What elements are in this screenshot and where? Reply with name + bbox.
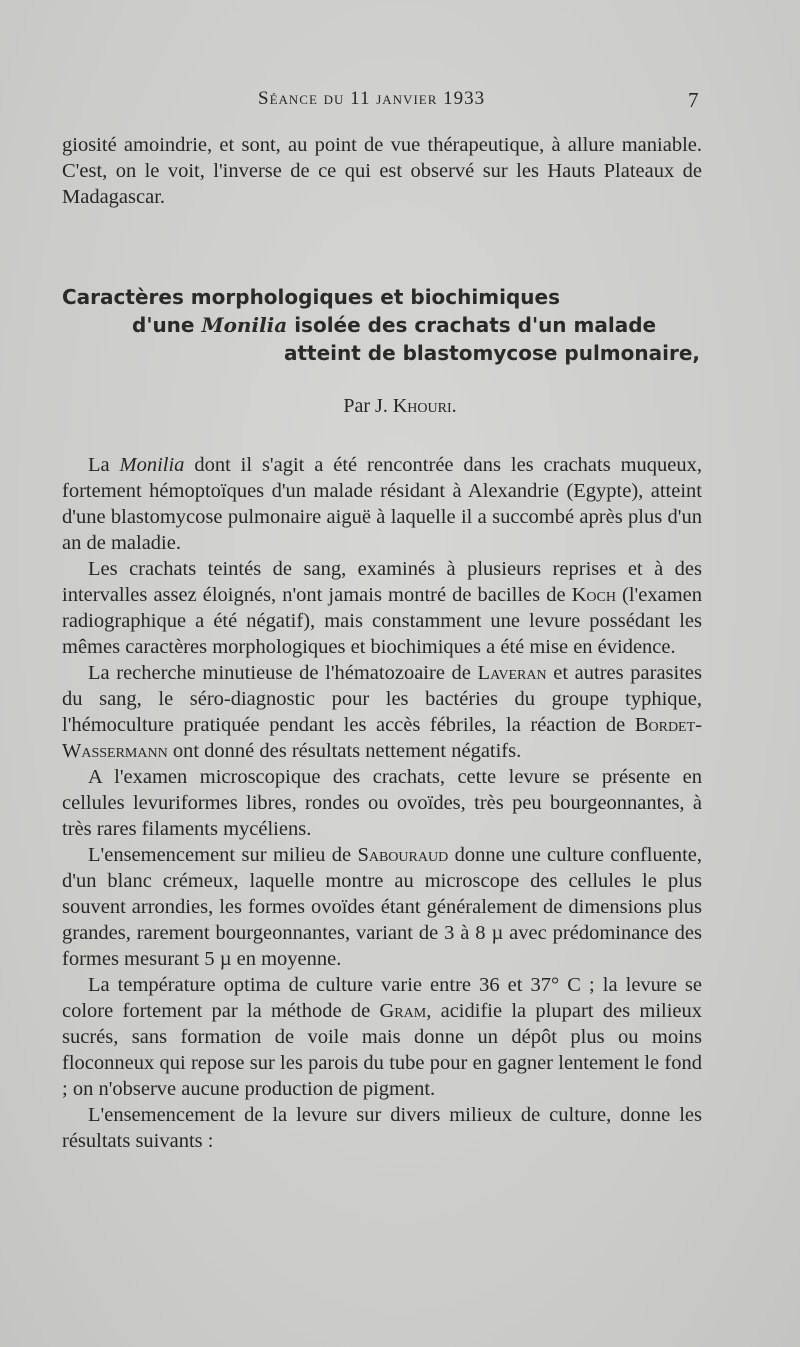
paragraph-6 bbox=[62, 972, 702, 1102]
p3-laveran: Laveran bbox=[477, 662, 547, 684]
byline bbox=[0, 395, 800, 418]
running-head bbox=[0, 88, 800, 118]
byline-author: Khouri. bbox=[392, 395, 457, 417]
paragraph-4: A l'examen microscopique des crachats, cette levure se présente en cellules levuriformes libres, rondes ou ovoïdes, très peu bourgeonnantes, à très rares filaments mycéliens. bbox=[62, 766, 702, 840]
p2-koch: Koch bbox=[571, 584, 616, 606]
p6-text-b: , acidifie la plupart des milieux sucrés, sans formation de voile mais donne un dépôt plus ou moins floconneux qui repose sur les parois du tube pour en gagner lentement le fond ; on n'observe aucune production de pigment. bbox=[62, 1000, 702, 1100]
paragraph-2 bbox=[62, 556, 702, 660]
page-number: 7 bbox=[688, 88, 699, 112]
p1-genus: Monilia bbox=[119, 454, 185, 476]
title-line2-pre: d'une bbox=[132, 313, 202, 337]
p6-gram: Gram bbox=[379, 1000, 427, 1022]
p3-text-c: ont donné des résultats nettement négatifs. bbox=[167, 740, 522, 762]
p5-text-b: donne une culture confluente, d'un blanc crémeux, laquelle montre au microscope des cellules le plus souvent arrondies, les formes ovoïdes étant généralement de dimensions plus grandes, rarement bourgeonnantes, variant de 3 à 8 µ avec prédominance des formes mesurant 5 µ en moyenne. bbox=[62, 844, 702, 970]
article-title bbox=[62, 283, 704, 367]
p6-text-a: La température optima de culture varie entre 36 et 37° C ; la levure se colore fortement par la méthode de bbox=[62, 974, 702, 1022]
p3-text-b: et autres parasites du sang, le séro-diagnostic pour les bactéries du groupe typhique, l'hémoculture pratiquée pendant les accès fébriles, la réaction de bbox=[62, 662, 702, 736]
p5-text-a: L'ensemencement sur milieu de bbox=[88, 844, 358, 866]
p3-text-a: La recherche minutieuse de l'hématozoaire de bbox=[88, 662, 478, 684]
p1-text-a: La bbox=[88, 454, 120, 476]
paragraph-3 bbox=[62, 660, 702, 764]
p3-bordet-wassermann: Bordet-Wassermann bbox=[62, 714, 702, 762]
article-title-line-3: atteint de blastomycose pulmonaire, bbox=[283, 341, 700, 365]
paragraph-5 bbox=[62, 842, 702, 972]
p5-sabouraud: Sabouraud bbox=[357, 844, 449, 866]
article-title-line-2 bbox=[62, 311, 704, 339]
article-body bbox=[62, 452, 702, 1154]
paragraph-7: L'ensemencement de la levure sur divers milieux de culture, donne les résultats suivants : bbox=[62, 1104, 702, 1152]
p1-text-b: dont il s'agit a été rencontrée dans les crachats muqueux, fortement hémoptoïques d'un malade résidant à Alexandrie (Egypte), atteint d'une blastomycose pulmonaire aiguë à laquelle il a succombé après plus d'un an de maladie. bbox=[62, 454, 702, 554]
running-title: Séance du 11 janvier 1933 bbox=[258, 88, 486, 109]
byline-prefix: Par J. bbox=[343, 395, 393, 417]
p2-text-b: (l'examen radiographique a été négatif), mais constamment une levure possédant les mêmes caractères morphologiques et biochimiques a été mise en évidence. bbox=[62, 584, 702, 658]
paragraph-1 bbox=[62, 452, 702, 556]
article-title-line-1: Caractères morphologiques et biochimiques bbox=[62, 285, 560, 309]
title-line2-post: isolée des crachats d'un malade bbox=[287, 313, 657, 337]
title-genus: Monilia bbox=[201, 313, 288, 337]
continuation-paragraph: giosité amoindrie, et sont, au point de vue thérapeutique, à allure maniable. C'est, on le voit, l'inverse de ce qui est observé sur les Hauts Plateaux de Madagascar. bbox=[62, 134, 702, 208]
p2-text-a: Les crachats teintés de sang, examinés à plusieurs reprises et à des intervalles assez éloignés, n'ont jamais montré de bacilles de bbox=[62, 558, 702, 606]
